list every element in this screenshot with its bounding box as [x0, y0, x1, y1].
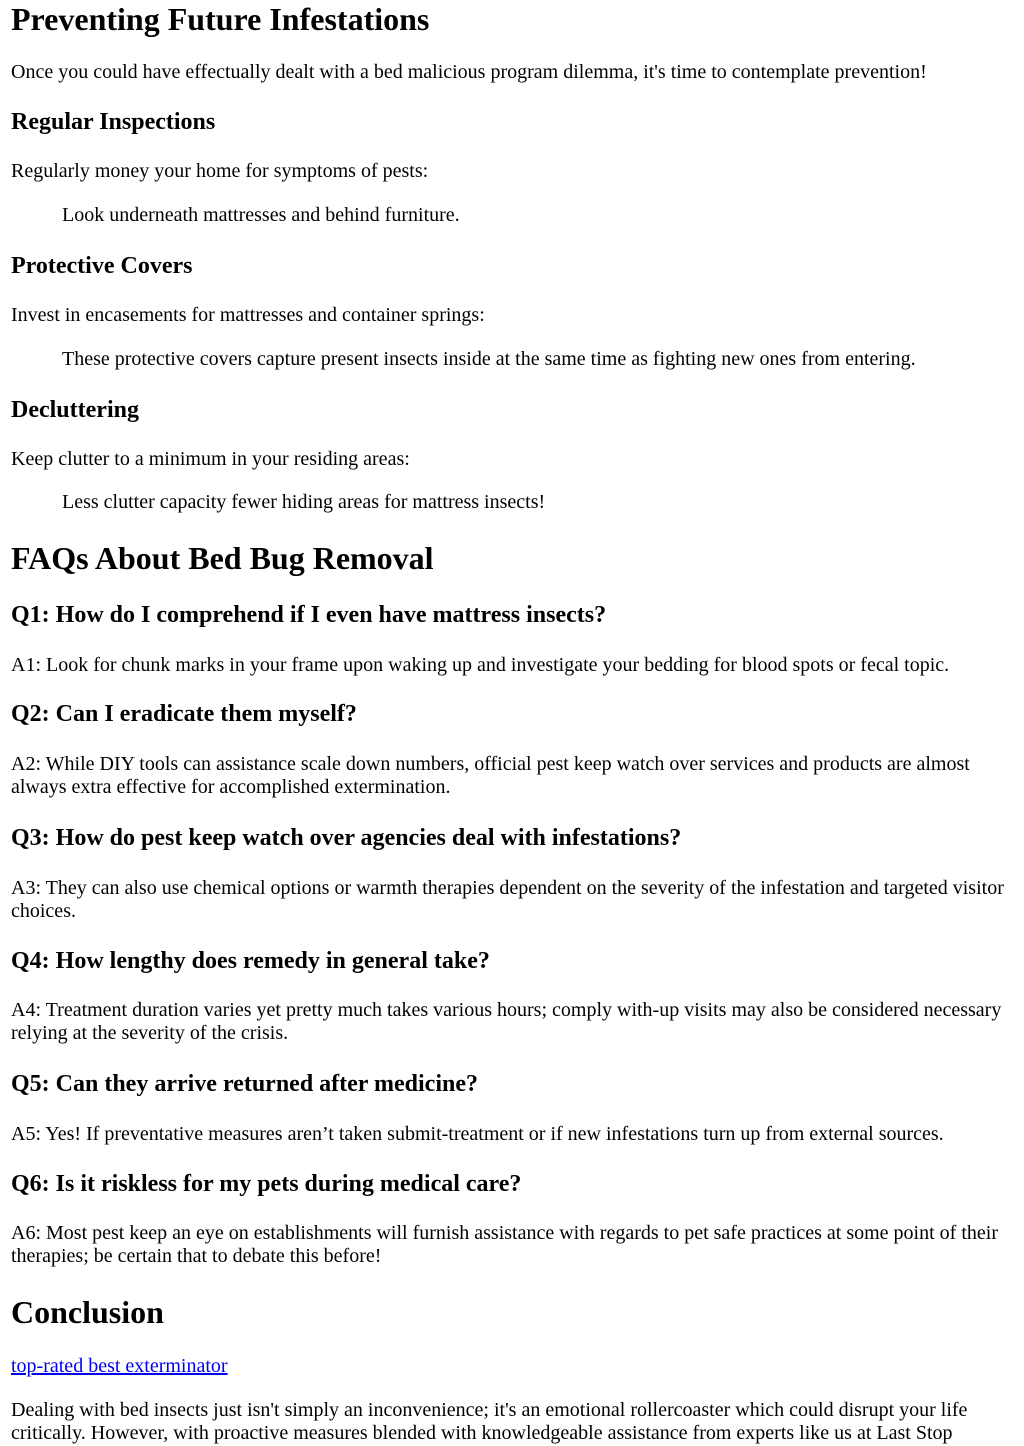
- faq-answer: A3: They can also use chemical options or warmth therapies dependent on the severity of the infestation and targeted visitor choices.: [11, 877, 1004, 922]
- faq-question: Q5: Can they arrive returned after medicine?: [11, 1071, 479, 1097]
- exterminator-link[interactable]: top-rated best exterminator: [11, 1355, 228, 1377]
- faq-question: Q3: How do pest keep watch over agencies deal with infestations?: [11, 825, 682, 851]
- faqs-heading: FAQs About Bed Bug Removal: [11, 540, 434, 576]
- decluttering-heading: Decluttering: [11, 397, 139, 423]
- conclusion-heading: Conclusion: [11, 1294, 164, 1330]
- covers-heading: Protective Covers: [11, 253, 193, 279]
- faq-answer: A4: Treatment duration varies yet pretty much takes various hours; comply with-up visits may also be considered necessary relying at the severity of the crisis.: [11, 999, 1002, 1044]
- faq-answer: A1: Look for chunk marks in your frame upon waking up and investigate your bedding for blood spots or fecal topic.: [11, 654, 950, 676]
- inspections-text: Regularly money your home for symptoms of pests:: [11, 160, 429, 182]
- faq-question: Q1: How do I comprehend if I even have mattress insects?: [11, 602, 607, 628]
- faq-answer: A5: Yes! If preventative measures aren’t taken submit-treatment or if new infestations turn up from external sources.: [11, 1123, 944, 1145]
- decluttering-detail: Less clutter capacity fewer hiding areas for mattress insects!: [62, 491, 546, 513]
- decluttering-text: Keep clutter to a minimum in your residing areas:: [11, 448, 410, 470]
- inspections-heading: Regular Inspections: [11, 109, 216, 135]
- conclusion-text: Dealing with bed insects just isn't simply an inconvenience; it's an emotional rollercoaster which could disrupt your life critically. However, with proactive measures blended with knowledgeable assistance from experts like us at Last Stop: [11, 1399, 968, 1444]
- inspections-detail: Look underneath mattresses and behind furniture.: [62, 204, 460, 226]
- faq-question: Q2: Can I eradicate them myself?: [11, 701, 357, 727]
- prevention-heading: Preventing Future Infestations: [11, 1, 430, 37]
- faq-answer: A6: Most pest keep an eye on establishments will furnish assistance with regards to pet safe practices at some point of their therapies; be certain that to debate this before!: [11, 1222, 998, 1267]
- faq-question: Q4: How lengthy does remedy in general take?: [11, 948, 490, 974]
- covers-detail: These protective covers capture present insects inside at the same time as fighting new ones from entering.: [62, 348, 916, 370]
- faq-answer: A2: While DIY tools can assistance scale down numbers, official pest keep watch over services and products are almost always extra effective for accomplished extermination.: [11, 753, 970, 798]
- prevention-intro: Once you could have effectually dealt with a bed malicious program dilemma, it's time to contemplate prevention!: [11, 61, 927, 83]
- faq-question: Q6: Is it riskless for my pets during medical care?: [11, 1171, 522, 1197]
- covers-text: Invest in encasements for mattresses and container springs:: [11, 304, 485, 326]
